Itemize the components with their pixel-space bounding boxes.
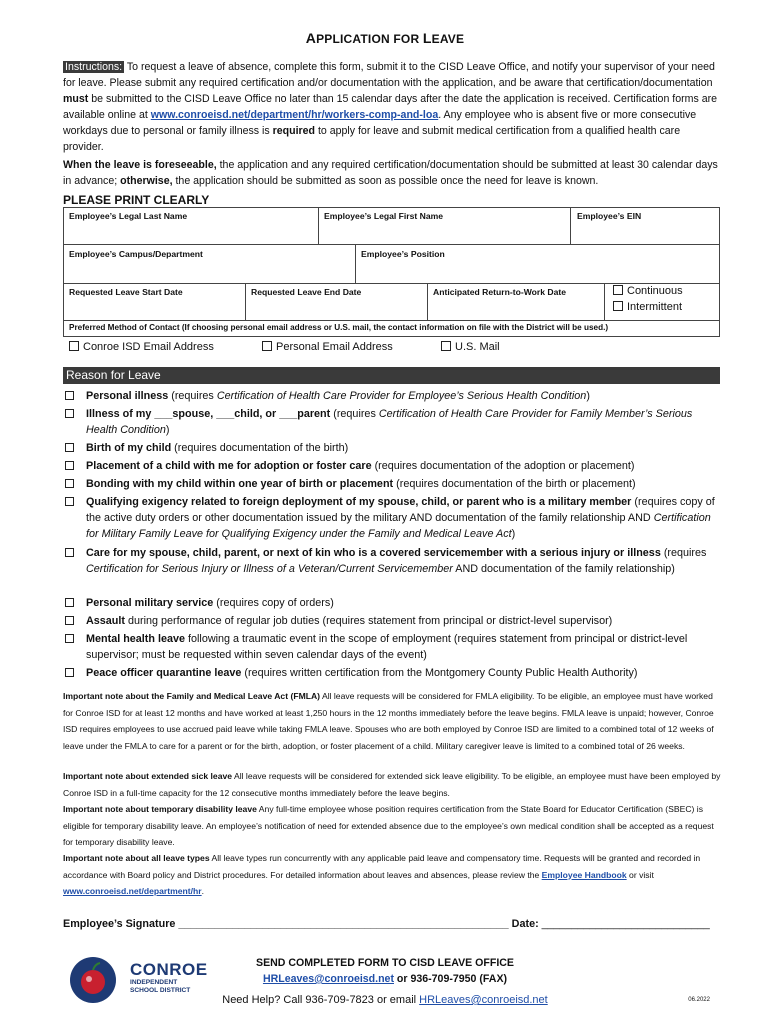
position-field[interactable]: Employee’s Position bbox=[361, 249, 445, 259]
logo-name: CONROE bbox=[130, 960, 208, 979]
start-date-field[interactable]: Requested Leave Start Date bbox=[69, 287, 183, 297]
reason-bonding[interactable]: Bonding with my child within one year of birth or placement (requires documentation of the birth or placement) bbox=[65, 476, 725, 492]
return-date-field[interactable]: Anticipated Return-to-Work Date bbox=[433, 287, 567, 297]
print-clearly-heading: PLEASE PRINT CLEARLY bbox=[63, 193, 210, 207]
checkbox[interactable] bbox=[65, 634, 74, 643]
send-form-heading: SEND COMPLETED FORM TO CISD LEAVE OFFICE bbox=[256, 957, 514, 969]
help-line: Need Help? Call 936-709-7823 or email HRLeaves@conroeisd.net bbox=[222, 994, 548, 1006]
checkbox[interactable] bbox=[65, 616, 74, 625]
checkbox[interactable] bbox=[65, 598, 74, 607]
checkbox[interactable] bbox=[65, 443, 74, 452]
reason-family-illness[interactable]: Illness of my ___spouse, ___child, or ___parent (requires Certification of Health Care Provider for Family Member’s Serious Health Condition) bbox=[65, 406, 725, 438]
checkbox[interactable] bbox=[65, 497, 74, 506]
continuous-option[interactable]: Continuous bbox=[613, 285, 683, 297]
reason-quarantine[interactable]: Peace officer quarantine leave (requires written certification from the Montgomery County Public Health Authority) bbox=[65, 665, 725, 681]
reason-personal-illness[interactable]: Personal illness (requires Certification of Health Care Provider for Employee’s Serious Health Condition) bbox=[65, 388, 725, 404]
reason-adoption[interactable]: Placement of a child with me for adoption or foster care (requires documentation of the adoption or placement) bbox=[65, 458, 725, 474]
hr-department-link[interactable]: www.conroeisd.net/department/hr bbox=[63, 886, 202, 896]
employee-handbook-link[interactable]: Employee Handbook bbox=[541, 869, 627, 880]
contact-option-personal-email[interactable]: Personal Email Address bbox=[262, 341, 393, 353]
certification-forms-link[interactable]: www.conroeisd.net/department/hr/workers-comp-and-loa bbox=[150, 109, 439, 121]
reason-birth[interactable]: Birth of my child (requires documentation of the birth) bbox=[65, 440, 725, 456]
help-email-link[interactable]: HRLeaves@conroeisd.net bbox=[419, 994, 548, 1006]
reason-mental-health[interactable]: Mental health leave following a traumatic event in the scope of employment (requires statement from principal or district-level supervisor; must be requested within seven calendar days of the event) bbox=[65, 631, 725, 663]
ein-field[interactable]: Employee’s EIN bbox=[577, 211, 642, 221]
first-name-field[interactable]: Employee’s Legal First Name bbox=[324, 211, 444, 221]
employee-info-form bbox=[63, 207, 720, 337]
fmla-note: Important note about the Family and Medical Leave Act (FMLA) All leave requests will be considered for FMLA eligibility. To be eligible, an employee must have worked for Conroe ISD for at least 12 months and have worked at least 1,250 hours in the 12 months immediately before the leave begins. FMLA leave is unpaid; however, Conroe ISD requires employees to use accrued paid leave while taking FMLA leave. Spouses who are both employed by Conroe ISD are limited to a combined total of 12 weeks of leave under the FMLA to care for a parent or for the birth, adoption, or foster placement of a child. Military caregiver leave is limited to a combined total of 26 weeks. bbox=[63, 691, 714, 751]
revision-date: 06.2022 bbox=[688, 997, 710, 1003]
checkbox[interactable] bbox=[65, 461, 74, 470]
reason-military-service[interactable]: Personal military service (requires copy of orders) bbox=[65, 595, 725, 611]
contact-option-conroe-email[interactable]: Conroe ISD Email Address bbox=[69, 341, 214, 353]
checkbox[interactable] bbox=[69, 341, 79, 351]
checkbox[interactable] bbox=[441, 341, 451, 351]
reason-servicemember-care[interactable]: Care for my spouse, child, parent, or next of kin who is a covered servicemember with a serious injury or illness (requires Certification for Serious Injury or Illness of a Veteran/Current Servicemember AND documentation of the family relationship) bbox=[65, 545, 725, 577]
last-name-field[interactable]: Employee’s Legal Last Name bbox=[69, 211, 188, 221]
checkbox[interactable] bbox=[65, 479, 74, 488]
checkbox[interactable] bbox=[262, 341, 272, 351]
continuous-checkbox[interactable] bbox=[613, 285, 623, 295]
extended-sick-leave-note: Important note about extended sick leave All leave requests will be considered for extended sick leave eligibility. To be eligible, an employee must have been employed by Conroe ISD in a full-time capacity for the 12 consecutive months immediately before the leave begins. bbox=[63, 771, 721, 798]
reason-qualifying-exigency[interactable]: Qualifying exigency related to foreign deployment of my spouse, child, or parent who is a military member (requires copy of the active duty orders or other documentation issued by the military AND documentation of the family relationship AND Certification for Military Family Leave for Qualifying Exigency under the Family and Medical Leave Act) bbox=[65, 494, 725, 542]
all-leave-types-note: Important note about all leave types All leave types run concurrently with any applicable paid leave and compensatory time. Requests will be granted and recorded in accordance with Board policy and District procedures. For detailed information about leaves and absences, please review the Employee Handbook or visit www.conroeisd.net/department/hr. bbox=[63, 853, 701, 896]
temporary-disability-note: Important note about temporary disability leave Any full-time employee whose position requires certification from the State Board for Educator Certification (SBEC) is eligible for temporary disability leave. An employee’s notification of need for extended absence due to the employee’s own medical condition shall be accepted as a request for temporary disability leave. bbox=[63, 804, 714, 847]
contact-option-us-mail[interactable]: U.S. Mail bbox=[441, 341, 500, 353]
page-title: APPLICATION FOR LEAVE bbox=[305, 30, 465, 46]
reason-for-leave-heading: Reason for Leave bbox=[63, 367, 720, 384]
reason-assault[interactable]: Assault during performance of regular job duties (requires statement from principal or district-level supervisor) bbox=[65, 613, 725, 629]
intermittent-option[interactable]: Intermittent bbox=[613, 301, 682, 313]
send-contact: HRLeaves@conroeisd.net or 936-709-7950 (FAX) bbox=[262, 973, 508, 985]
checkbox[interactable] bbox=[65, 548, 74, 557]
intermittent-checkbox[interactable] bbox=[613, 301, 623, 311]
checkbox[interactable] bbox=[65, 409, 74, 418]
checkbox[interactable] bbox=[65, 391, 74, 400]
contact-method-label: Preferred Method of Contact (If choosing personal email address or U.S. mail, the contact information on file with the District will be used.) bbox=[69, 323, 609, 332]
instructions-label: Instructions: bbox=[65, 61, 123, 73]
instructions-paragraph: Instructions: To request a leave of absence, complete this form, submit it to the CISD Leave Office, and notify your supervisor of your need for leave. Please submit any required certification and/or documentation with the application, and be aware that certification/documentation must be submitted to the CISD Leave Office no later than 15 calendar days after the date the application is received. Certification forms are available online at www.conroeisd.net/department/hr/workers-comp-and-loa. Any employee who is absent five or more consecutive workdays due to personal or family illness is required to apply for leave and submit medical certification from a qualified health care provider. bbox=[63, 61, 718, 153]
campus-field[interactable]: Employee’s Campus/Department bbox=[69, 249, 203, 259]
logo-subtitle: INDEPENDENT SCHOOL DISTRICT bbox=[130, 979, 191, 994]
hr-leaves-email-link[interactable]: HRLeaves@conroeisd.net bbox=[262, 973, 394, 985]
checkbox[interactable] bbox=[65, 668, 74, 677]
signature-line[interactable]: Employee’s Signature _______________________________________________________ Date: ____________________________ bbox=[63, 918, 710, 930]
end-date-field[interactable]: Requested Leave End Date bbox=[251, 287, 362, 297]
foreseeable-paragraph: When the leave is foreseeable, the application and any required certification/documentation should be submitted at least 30 calendar days in advance; otherwise, the application should be submitted as soon as possible once the need for leave is known. bbox=[63, 159, 718, 187]
